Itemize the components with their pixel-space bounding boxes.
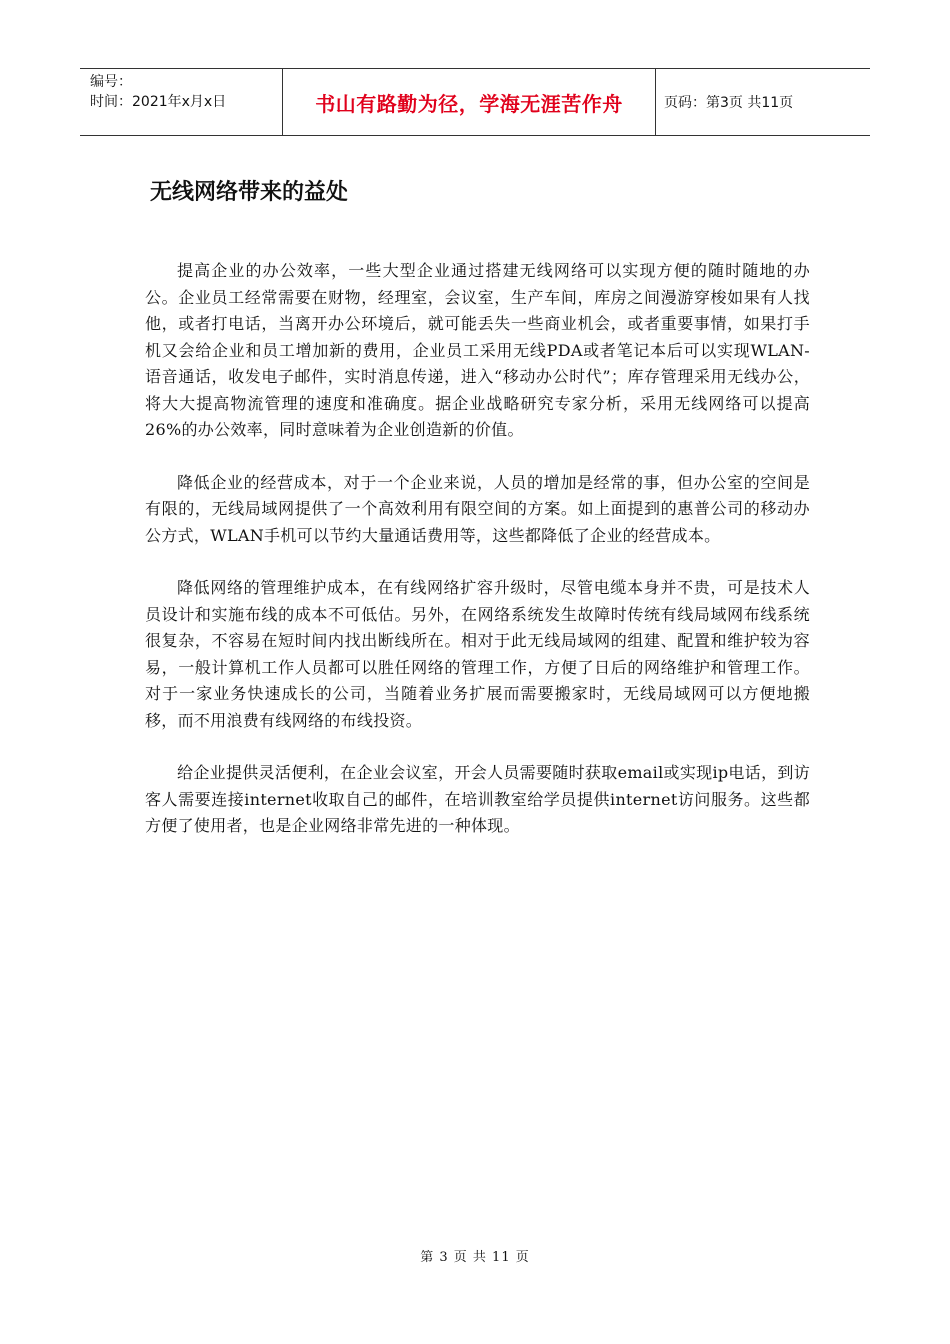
header-motto: 书山有路勤为径，学海无涯苦作舟: [315, 91, 623, 116]
header-page-info: 页码：第3页 共11页: [664, 95, 794, 111]
paragraph-maintenance-cost: 降低网络的管理维护成本，在有线网络扩容升级时，尽管电缆本身并不贵，可是技术人员设计和实施布线的成本不可低估。另外，在网络系统发生故障时传统有线局域网布线系统很复杂，不容易在短时间内找出断线所在。相对于此无线局域网的组建、配置和维护较为容易，一般计算机工作人员都可以胜任网络的管理工作，方便了日后的网络维护和管理工作。对于一家业务快速成长的公司，当随着业务扩展而需要搬家时，无线局域网可以方便地搬移，而不用浪费有线网络的布线投资。: [145, 578, 810, 730]
paragraph-flexibility: 给企业提供灵活便利，在企业会议室，开会人员需要随时获取email或实现ip电话，到访客人需要连接internet收取自己的邮件，在培训教室给学员提供internet访问服务。这些都方便了使用者，也是企业网络非常先进的一种体现。: [145, 763, 810, 835]
document-number-label: 编号：: [90, 74, 132, 90]
document-body: [145, 258, 810, 866]
document-date: 时间：2021年x月x日: [90, 94, 227, 110]
paragraph-office-efficiency: 提高企业的办公效率，一些大型企业通过搭建无线网络可以实现方便的随时随地的办公。企业员工经常需要在财物，经理室，会议室，生产车间，库房之间漫游穿梭如果有人找他，或者打电话，当离开办公环境后，就可能丢失一些商业机会，或者重要事情，如果打手机又会给企业和员工增加新的费用，企业员工采用无线PDA或者笔记本后可以实现WLAN-语音通话，收发电子邮件，实时消息传递，进入“移动办公时代”；库存管理采用无线办公，将大大提高物流管理的速度和准确度。据企业战略研究专家分析，采用无线网络可以提高26%的办公效率，同时意味着为企业创造新的价值。: [145, 261, 810, 439]
header-motto-cell: [282, 69, 656, 135]
document-header: [80, 68, 870, 136]
document-title: 无线网络带来的益处: [150, 180, 349, 205]
paragraph-operating-cost: 降低企业的经营成本，对于一个企业来说，人员的增加是经常的事，但办公室的空间是有限的，无线局域网提供了一个高效利用有限空间的方案。如上面提到的惠普公司的移动办公方式，WLAN手机可以节约大量通话费用等，这些都降低了企业的经营成本。: [145, 472, 810, 545]
page-footer: 第 3 页 共 11 页: [420, 1250, 530, 1265]
header-meta: [80, 69, 282, 135]
header-page-cell: [656, 69, 870, 135]
